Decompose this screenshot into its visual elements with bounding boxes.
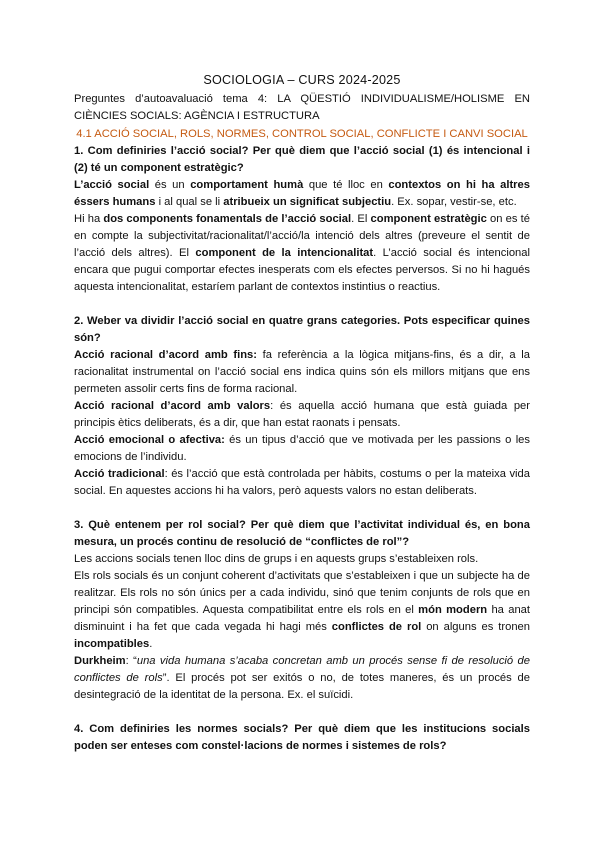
document-intro: Preguntes d’autoavaluació tema 4: LA QÜESTIÓ INDIVIDUALISME/HOLISME EN CIÈNCIES SOCIALS: AGÈNCIA I ESTRUCTURA: [74, 93, 530, 122]
weber-category: Acció racional d’acord amb fins: fa referència a la lògica mitjans-fins, és a dir, a la racionalitat instrumental on l’acció social ens indica quins són els millors mitjans que ens permeten assolir certs fins de forma racional.: [74, 349, 531, 395]
question-2: 2. Weber va dividir l’acció social en quatre grans categories. Pots especificar quines són?: [74, 315, 530, 344]
answer-3-paragraph-1: Les accions socials tenen lloc dins de grups i en aquests grups s’estableixen rols.: [74, 553, 479, 565]
document-content: [74, 72, 530, 755]
question-4: 4. Com definiries les normes socials? Per què diem que les institucions socials poden ser enteses com constel·lacions de normes i sistemes de rols?: [74, 723, 530, 752]
answer-1-paragraph-2: Hi ha dos components fonamentals de l’acció social. El component estratègic on es té en compte la subjectivitat/racionalitat/l’acció/la intenció dels altres (preveure el sentit de l’acció dels altres). El component de la intencionalitat. L’acció social és intencional encara que pugui comportar efectes inesperats com els efectes perversos. Si no hi hagués aquesta intencionalitat, estaríem parlant de contextos instintius o reactius.: [74, 213, 530, 293]
question-1: 1. Com definiries l’acció social? Per què diem que l’acció social (1) és intencional i (2) té un component estratègic?: [74, 145, 530, 174]
weber-category: Acció tradicional: és l’acció que està controlada per hàbits, costums o per la mateixa vida social. En aquestes accions hi ha valors, però aquests valors no estan deliberats.: [74, 468, 530, 497]
spacer: [74, 704, 530, 721]
section-heading: 4.1 ACCIÓ SOCIAL, ROLS, NORMES, CONTROL SOCIAL, CONFLICTE I CANVI SOCIAL: [76, 128, 528, 140]
answer-1-paragraph-1: L’acció social és un comportament humà que té lloc en contextos on hi ha altres éssers humans i al qual se li atribueix un significat subjectiu. Ex. sopar, vestir-se, etc.: [74, 179, 530, 208]
document-title: SOCIOLOGIA – CURS 2024-2025: [203, 73, 401, 87]
answer-3-paragraph-3: Durkheim: “una vida humana s’acaba concretan amb un procés sense fi de resolució de conflictes de rols”. El procés pot ser exitós o no, de totes maneres, és un procés de desintegració de la identitat de la persona. Ex. el suïcidi.: [74, 655, 530, 701]
weber-category: Acció racional d’acord amb valors: és aquella acció humana que està guiada per principis ètics deliberats, és a dir, que han estat raonats i pensats.: [74, 400, 530, 429]
spacer: [74, 500, 530, 517]
answer-3-paragraph-2: Els rols socials és un conjunt coherent d’activitats que s’estableixen i que un subjecte ha de realitzar. Els rols no són únics per a cada individu, sinó que tenim conjunts de rols que en principi són compatibles. Aquesta compatibilitat entre els rols en el món modern ha anat disminuint i ha fet que cada vegada hi hagi més conflictes de rol on alguns es tronen incompatibles.: [74, 570, 530, 650]
spacer: [74, 296, 530, 313]
question-3: 3. Què entenem per rol social? Per què diem que l’activitat individual és, en bona mesura, un procés continu de resolució de “conflictes de rol”?: [74, 519, 530, 548]
weber-category: Acció emocional o afectiva: és un tipus d’acció que ve motivada per les passions o les emocions de l’individu.: [74, 434, 530, 463]
